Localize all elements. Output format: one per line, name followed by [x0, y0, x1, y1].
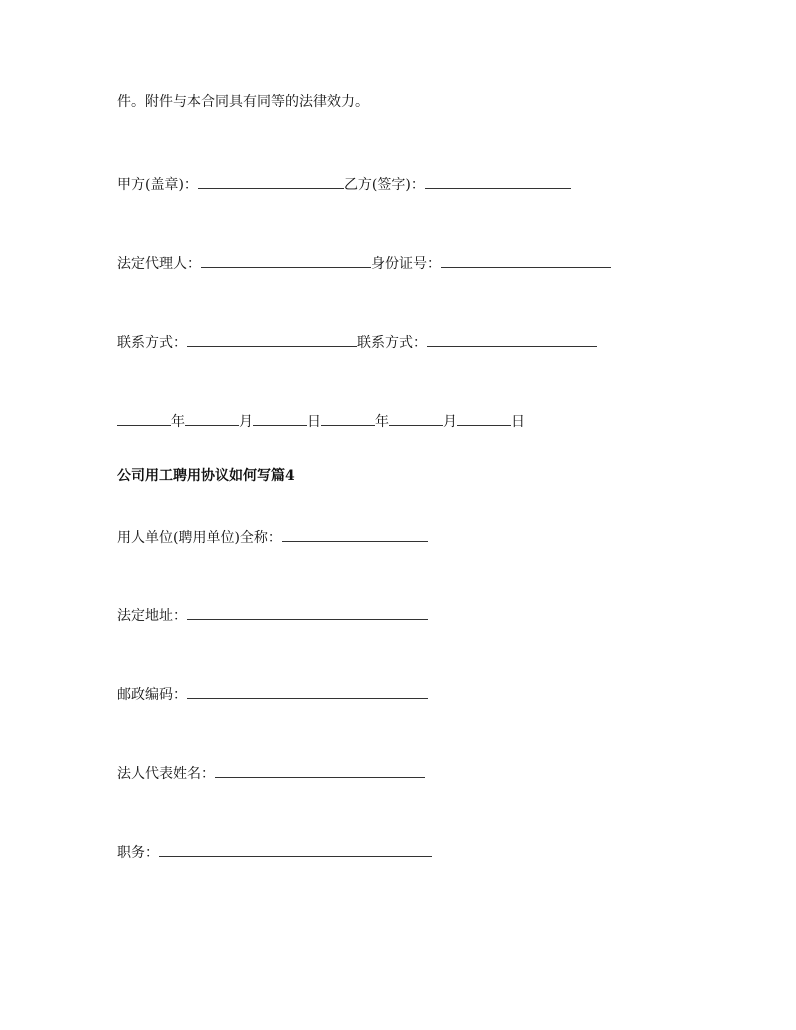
- legal-address-label: 法定地址：: [117, 608, 187, 624]
- party-a-label: 甲方(盖章)：: [117, 177, 198, 193]
- month-blank-2: [389, 411, 443, 426]
- postal-code-blank: [187, 684, 428, 699]
- position-blank: [159, 842, 432, 857]
- postal-code-label: 邮政编码：: [117, 687, 187, 703]
- year-blank-1: [117, 411, 171, 426]
- employer-name-row: [117, 527, 428, 547]
- section-heading: [117, 467, 295, 485]
- party-signature-row: [117, 174, 571, 194]
- id-number-label: 身份证号：: [371, 256, 441, 272]
- legal-rep-name-label: 法人代表姓名：: [117, 766, 215, 782]
- day-label-2: 日: [511, 414, 525, 430]
- intro-text: [117, 93, 369, 111]
- id-number-blank: [441, 253, 611, 268]
- contact-label-2: 联系方式：: [357, 335, 427, 351]
- day-label-1: 日: [307, 414, 321, 430]
- position-row: [117, 842, 432, 862]
- contact-label-1: 联系方式：: [117, 335, 187, 351]
- year-label-2: 年: [375, 414, 389, 430]
- month-label-1: 月: [239, 414, 253, 430]
- legal-rep-name-row: [117, 763, 425, 783]
- year-blank-2: [321, 411, 375, 426]
- legal-rep-blank: [201, 253, 371, 268]
- employer-name-label: 用人单位(聘用单位)全称：: [117, 530, 282, 546]
- party-b-blank: [425, 174, 571, 189]
- intro-line: 件。附件与本合同具有同等的法律效力。: [117, 94, 369, 110]
- legal-rep-label: 法定代理人：: [117, 256, 201, 272]
- contact-blank-2: [427, 332, 597, 347]
- legal-address-row: [117, 605, 428, 625]
- month-label-2: 月: [443, 414, 457, 430]
- legal-rep-row: [117, 253, 611, 273]
- legal-rep-name-blank: [215, 763, 425, 778]
- position-label: 职务：: [117, 845, 159, 861]
- section-heading-text: 公司用工聘用协议如何写篇4: [117, 468, 295, 484]
- postal-code-row: [117, 684, 428, 704]
- legal-address-blank: [187, 605, 428, 620]
- contact-row: [117, 332, 597, 352]
- date-row: [117, 411, 525, 431]
- year-label-1: 年: [171, 414, 185, 430]
- day-blank-2: [457, 411, 511, 426]
- month-blank-1: [185, 411, 239, 426]
- employer-name-blank: [282, 527, 428, 542]
- party-a-blank: [198, 174, 344, 189]
- day-blank-1: [253, 411, 307, 426]
- contact-blank-1: [187, 332, 357, 347]
- party-b-label: 乙方(签字)：: [343, 177, 425, 193]
